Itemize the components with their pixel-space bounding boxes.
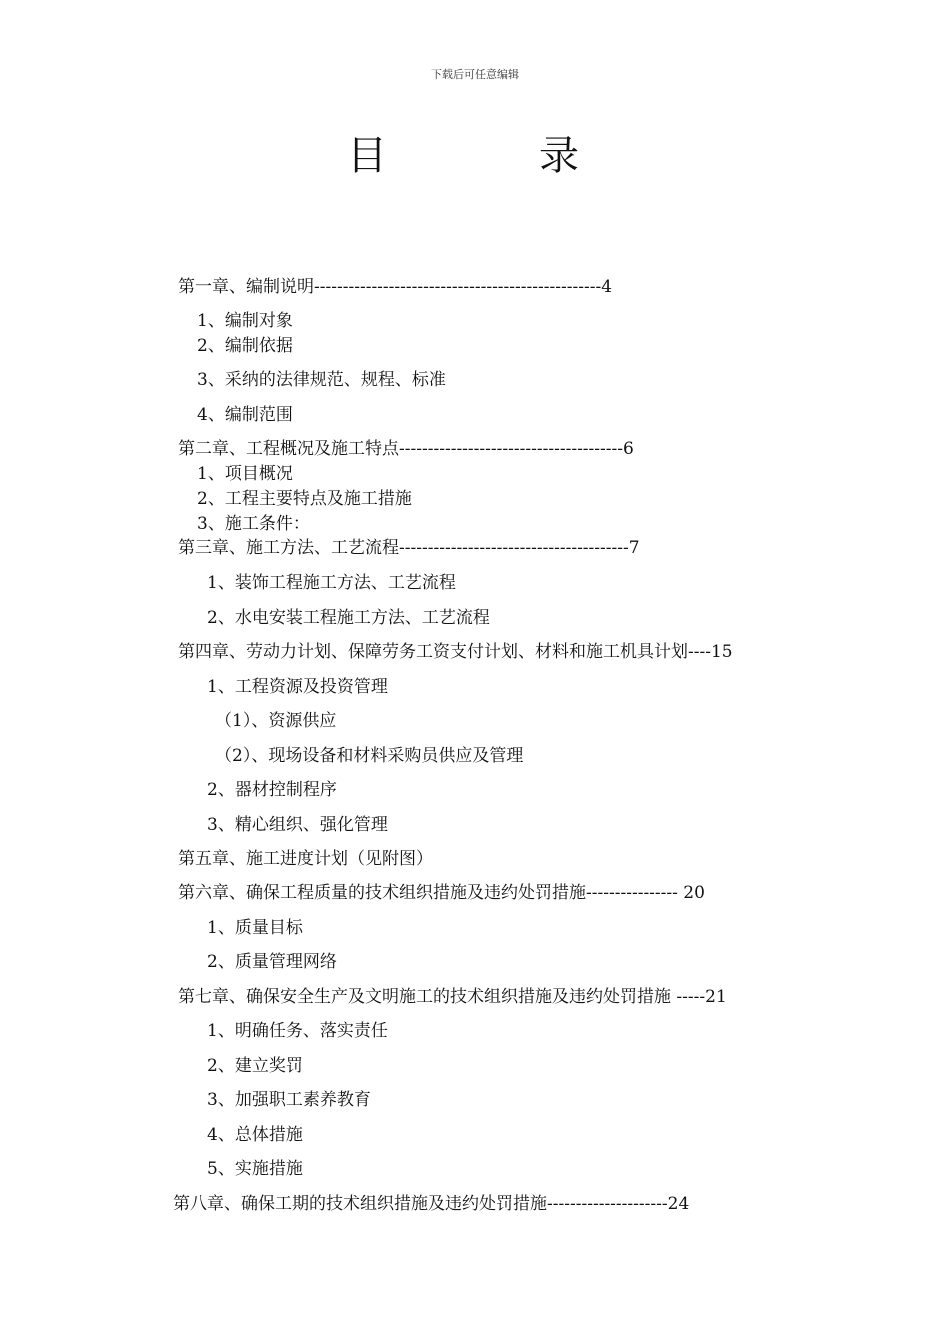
toc-item[interactable]: 2、建立奖罚 — [207, 1056, 303, 1076]
toc-item[interactable]: 5、实施措施 — [207, 1159, 303, 1179]
toc-item[interactable]: 3、采纳的法律规范、规程、标准 — [197, 370, 446, 390]
toc-item[interactable]: 3、精心组织、强化管理 — [207, 815, 388, 835]
toc-subitem[interactable]: （1）、资源供应 — [215, 711, 337, 731]
toc-chapter-2[interactable]: 第二章、工程概况及施工特点---------------------------------------6 — [178, 439, 634, 459]
toc-item[interactable]: 4、编制范围 — [197, 405, 293, 425]
toc-chapter-5[interactable]: 第五章、施工进度计划（见附图） — [178, 849, 433, 869]
header-note: 下载后可任意编辑 — [431, 68, 519, 81]
toc-chapter-4[interactable]: 第四章、劳动力计划、保障劳务工资支付计划、材料和施工机具计划----15 — [178, 642, 733, 662]
toc-item[interactable]: 2、编制依据 — [197, 336, 293, 356]
toc-chapter-7[interactable]: 第七章、确保安全生产及文明施工的技术组织措施及违约处罚措施 -----21 — [178, 987, 727, 1007]
toc-item[interactable]: 1、项目概况 — [197, 464, 293, 484]
toc-item[interactable]: 3、施工条件： — [197, 514, 310, 534]
toc-subitem[interactable]: （2）、现场设备和材料采购员供应及管理 — [215, 746, 524, 766]
toc-item[interactable]: 1、明确任务、落实责任 — [207, 1021, 388, 1041]
toc-chapter-3[interactable]: 第三章、施工方法、工艺流程----------------------------------------7 — [178, 538, 640, 558]
toc-item[interactable]: 1、工程资源及投资管理 — [207, 677, 388, 697]
toc-chapter-8[interactable]: 第八章、确保工期的技术组织措施及违约处罚措施---------------------24 — [173, 1194, 690, 1214]
toc-item[interactable]: 4、总体措施 — [207, 1125, 303, 1145]
toc-chapter-6[interactable]: 第六章、确保工程质量的技术组织措施及违约处罚措施---------------- 20 — [178, 883, 705, 903]
page-title: 目 录 — [347, 133, 635, 179]
toc-item[interactable]: 2、水电安装工程施工方法、工艺流程 — [207, 608, 490, 628]
toc-item[interactable]: 3、加强职工素养教育 — [207, 1090, 371, 1110]
toc-item[interactable]: 2、工程主要特点及施工措施 — [197, 489, 412, 509]
toc-chapter-1[interactable]: 第一章、编制说明--------------------------------------------------4 — [178, 277, 613, 297]
toc-item[interactable]: 2、器材控制程序 — [207, 780, 337, 800]
toc-item[interactable]: 2、质量管理网络 — [207, 952, 337, 972]
toc-item[interactable]: 1、编制对象 — [197, 311, 293, 331]
toc-item[interactable]: 1、质量目标 — [207, 918, 303, 938]
toc-item[interactable]: 1、装饰工程施工方法、工艺流程 — [207, 573, 456, 593]
